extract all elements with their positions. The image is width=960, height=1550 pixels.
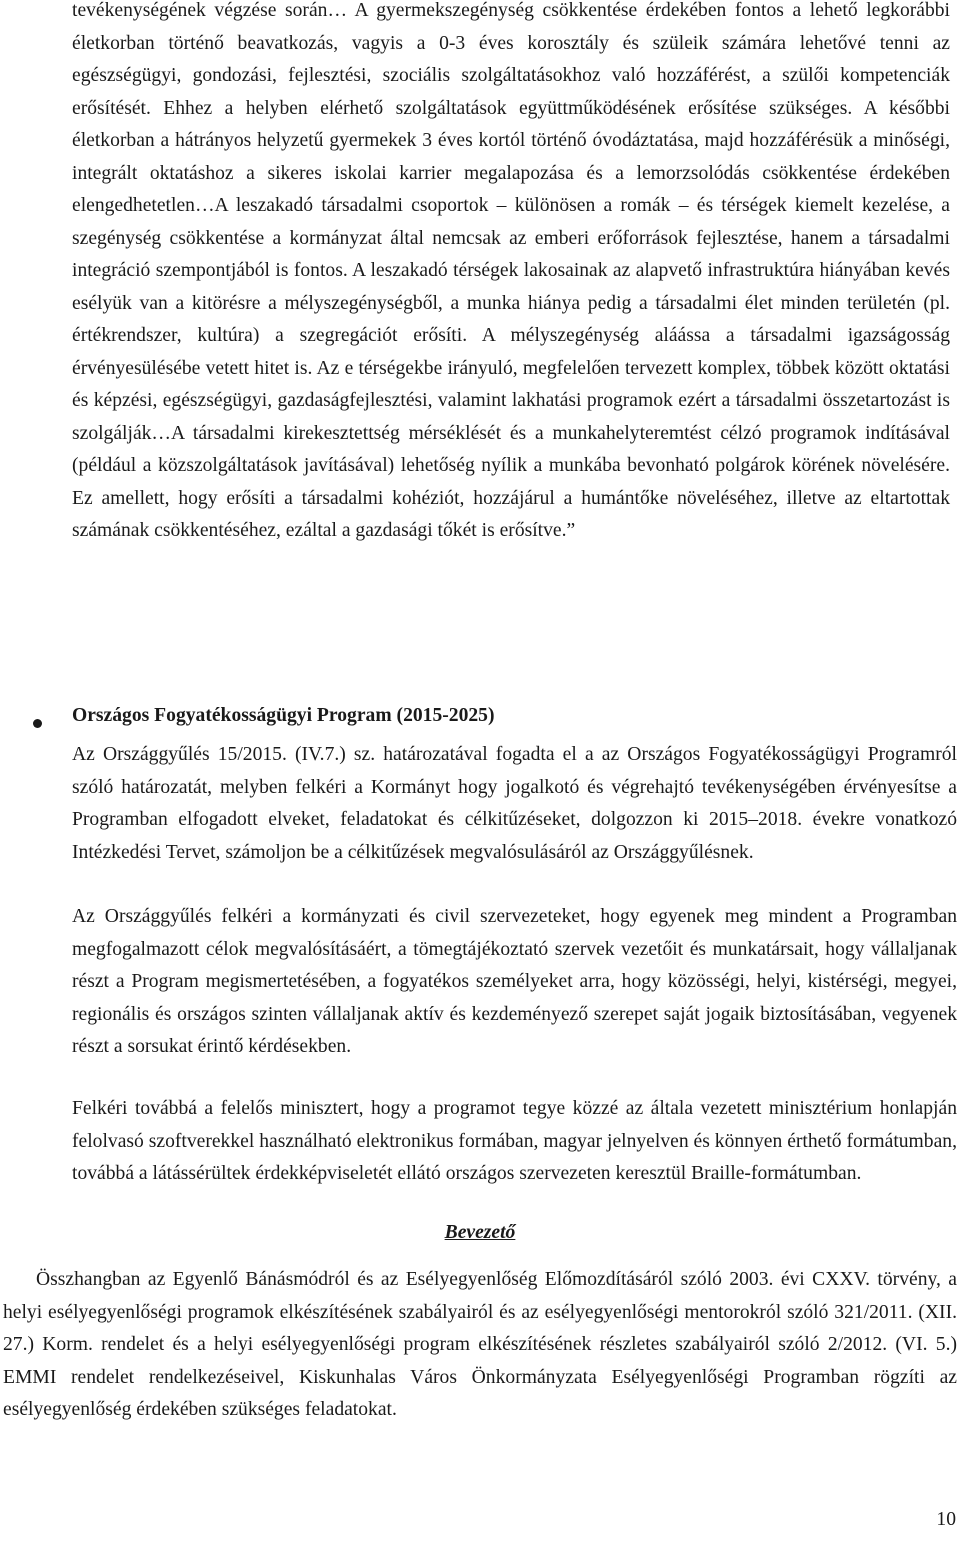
bullet-icon <box>33 719 42 728</box>
intro-paragraph: tevékenységének végzése során… A gyermekszegénység csökkentése érdekében fontos a lehető legkorábbi életkorban történő beavatkozás, vagyis a 0-3 éves korosztály és szüleik számára lehetővé tenni az egészségügyi, gondozási, fejlesztési, szociális szolgáltatásokhoz való hozzáférést, a szülői kompetenciák erősítését. Ehhez a helyben elérhető szolgáltatások együttműködésének erősítése szükséges. A későbbi életkorban a hátrányos helyzetű gyermekek 3 éves kortól történő óvodáztatása, majd hozzáférésük a minőségi, integrált oktatáshoz a sikeres iskolai karrier megalapozása és a lemorzsolódás csökkentése érdekében elengedhetetlen…A leszakadó társadalmi csoportok – különösen a romák – és térségek kiemelt kezelése, a szegénység csökkentése a kormányzat által nemcsak az emberi erőforrások fejlesztése, hanem a társadalmi integráció szempontjából is fontos. A leszakadó térségek lakosainak az alapvető infrastruktúra hiányában kevés esélyük van a kitörésre a mélyszegénységből, a munka hiánya pedig a társadalmi élet minden területén (pl. értékrendszer, kultúra) a szegregációt erősíti. A mélyszegénység aláássa a társadalmi igazságosság érvényesülésébe vetett hitet is. Az e térségekbe irányuló, megfelelően tervezett komplex, többek között oktatási és képzési, egészségügyi, gazdaságfejlesztési, valamint lakhatási programok ezért a társadalmi összetartozást is szolgálják…A társadalmi kirekesztettség mérséklését és a munkahelyteremtést célzó programok indításával (például a közszolgáltatások javításával) lehetőség nyílik a munkába bevonható polgárok körének növelésére. Ez amellett, hogy erősíti a társadalmi kohéziót, hozzájárul a humántőke növeléséhez, illetve az eltartottak számának csökkentéséhez, ezáltal a gazdasági tőkét is erősítve.” <box>72 0 950 541</box>
page-number: 10 <box>936 1509 956 1530</box>
program-paragraph-1: Az Országgyűlés 15/2015. (IV.7.) sz. határozatával fogadta el a az Országos Fogyatékosságügyi Programról szóló határozatát, melyben felkéri a Kormányt hogy jogalkotó és végrehajtó tevékenységében érvényesítse a Programban elfogadott elveket, feladatokat és célkitűzéseket, dolgozzon ki 2015–2018. évekre vonatkozó Intézkedési Tervet, számoljon be a célkitűzések megvalósulásáról az Országgyűlésnek. <box>72 744 957 863</box>
introduction-paragraph: Összhangban az Egyenlő Bánásmódról és az Esélyegyenlőség Előmozdításáról szóló 2003. évi CXXV. törvény, a helyi esélyegyenlőségi programok elkészítésének szabályairól és az esélyegyenlőségi mentorokról szóló 321/2011. (XII. 27.) Korm. rendelet és a helyi esélyegyenlőségi program elkészítésének részletes szabályairól szóló 2/2012. (VI. 5.) EMMI rendelet rendelkezéseivel, Kiskunhalas Város Önkormányzata Esélyegyenlőségi Programban rögzíti az esélyegyenlőség érdekében szükséges feladatokat. <box>3 1269 957 1420</box>
section-heading: Országos Fogyatékosságügyi Program (2015-2025) <box>72 705 495 726</box>
introduction-subtitle: Bevezető <box>444 1222 516 1243</box>
program-paragraph-3: Felkéri továbbá a felelős minisztert, hogy a programot tegye közzé az általa vezetett minisztérium honlapján felolvasó szoftverekkel használható elektronikus formában, magyar jelnyelven és könnyen érthető formátumban, továbbá a látássérültek érdekképviseletét ellátó országos szervezeten keresztül Braille-formátumban. <box>72 1098 957 1184</box>
program-paragraph-2: Az Országgyűlés felkéri a kormányzati és civil szervezeteket, hogy egyenek meg mindent a Programban megfogalmazott célok megvalósításáért, a tömegtájékoztató szervek vezetőit és munkatársait, hogy vállaljanak részt a Program megismertetésében, a fogyatékos személyeket arra, hogy közösségi, helyi, kistérségi, megyei, regionális és országos szinten vállaljanak aktív és kezdeményező szerepet saját jogaik biztosításában, vegyenek részt a sorsukat érintő kérdésekben. <box>72 906 957 1057</box>
